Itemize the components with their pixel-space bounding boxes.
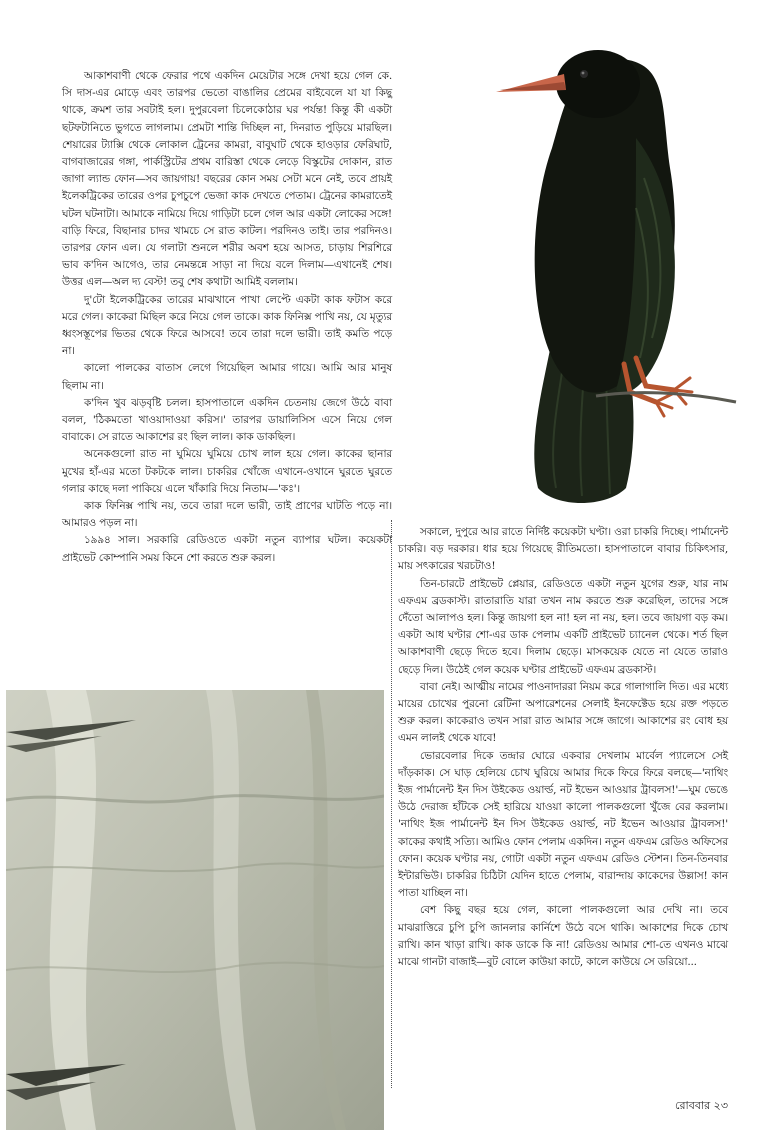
page-footer: রোববার ২৩ (675, 1099, 728, 1112)
paragraph: আকাশবাণী থেকে ফেরার পথে একদিন মেয়েটার সঙ্গে দেখা হয়ে গেল কে. সি দাস-এর মোড়ে এবং তারপর ভেতো বাঙালির প্রেমের বাইবেলে যা যা কিছু থাকে, ক্রমশ তার সবটাই হল। দুপুরবেলা চিলেকোঠার ঘর পর্যন্ত! কিন্তু কী একটা ছটফটানিতে ভুগতে লাগলাম। প্রেমটা শান্তি দিচ্ছিল না, দিনরাত পুড়িয়ে মারছিল। শেয়ারের ট্যাক্সি থেকে লোকাল ট্রেনের কামরা, বাবুঘাট থেকে হাওড়ার ফেরিঘাট, বাগবাজারের গঙ্গা, পার্কস্ট্রিটের প্রথম বারিস্তা থেকে লেড়ে বিস্কুটের দোকান, রাত জাগা ল্যান্ড ফোন—সব জায়গায়! বছরের কোন সময় সেটা মনে নেই, তবে প্রায়ই ইলেকট্রিকের তারের ওপর চুপচুপে ভেজা কাক দেখতে পেতাম। ট্রেনের কামরাতেই ঘটল ঘটনাটা। আমাকে নামিয়ে দিয়ে গাড়িটা চলে গেল আর একটা লোকের সঙ্গে! বাড়ি ফিরে, বিছানার চাদর খামচে সে রাত কাটল। পরদিনও তাই। তার পরদিনও। তারপর ফোন এল। যে গলাটা শুনলে শরীর অবশ হয়ে আসত, চাড়ায় শিরশিরে ভাব ক'দিন আগেও, তার নেমন্তন্নে সাড়া না দিয়ে বলে দিলাম—এখানেই শেষ। উত্তর এল—অল দ্য বেস্ট! তবু শেষ কথাটা আমিই বললাম। (62, 70, 392, 289)
article-column-right (398, 524, 728, 971)
paragraph: বেশ কিছু বছর হয়ে গেল, কালো পালকগুলো আর দেখি না। তবে মাঝরাত্তিরে চুপি চুপি জানলার কার্নিশে উঠে বসে থাকি। আকাশের দিকে চোখ রাখি। কান খাড়া রাখি। কাক ডাকে কি না! রেডিওয় আমার শো-তে এখনও মাঝে মাঝে গানটা বাজাই—বুট বোলে কাউয়া কাটে, কালে কাউয়ে সে ডরিয়ো... (398, 904, 728, 969)
crow-illustration (486, 18, 748, 512)
paragraph: সকালে, দুপুরে আর রাতে নির্দিষ্ট কয়েকটা ঘণ্টা। ওরা চাকরি দিচ্ছে। পার্মানেন্ট চাকরি। বড় দরকার। ধার হয়ে গিয়েছে রীতিমতো। হাসপাতালে বাবার চিকিৎসার, মায় সৎকারের খরচটাও! (398, 526, 728, 573)
column-divider (391, 520, 392, 1088)
water-reflection-photo (6, 690, 384, 1130)
paragraph: কালো পালকের বাতাস লেগে গিয়েছিল আমার গায়ে। আমি আর মানুষ ছিলাম না। (62, 362, 392, 392)
paragraph: তিন-চারটে প্রাইভেট প্লেয়ার, রেডিওতে একটা নতুন যুগের শুরু, যার নাম এফএম ব্রডকাস্ট। রাতারাতি যারা তখন নাম করতে শুরু করেছিল, তাদের সঙ্গে দেঁতো আলাপও হল। কিন্তু জায়গা হল না! হল না নয়, হল। তবে জায়গা বড় কম। একটা আধ ঘণ্টার শো-এর ডাক পেলাম একটি প্রাইভেট চ্যানেল থেকে। শর্ত ছিল আকাশবাণী ছেড়ে দিতে হবে। দিলাম ছেড়ে। মাসকয়েক যেতে না যেতে তারাও ছেড়ে দিল। উঠেই গেল কয়েক ঘণ্টার প্রাইভেট এফএম ব্রডকাস্ট। (398, 577, 728, 676)
article-column-left (62, 68, 392, 567)
paragraph: অনেকগুলো রাত না ঘুমিয়ে ঘুমিয়ে চোখ লাল হয়ে গেল। কাকের ছানার মুখের হাঁ-এর মতো টকটকে লাল। চাকরির খোঁজে এখানে-ওখানে ঘুরতে ঘুরতে গলার কাছে দলা পাকিয়ে এলে খাঁকারি দিয়ে নিতাম—'কঃ'। (62, 448, 392, 495)
paragraph: বাবা নেই। আত্মীয় নামের পাওনাদাররা নিয়ম করে গালাগালি দিত। এর মধ্যে মায়ের চোখের পুরনো রেটিনা অপারেশনের সেলাই ইনফেক্টেড হয়ে রক্ত পড়তে শুরু করল। কাকেরাও তখন সারা রাত আমার সঙ্গে জাগে। আকাশের রং বোধ হয় এমন লালই থেকে যাবে! (398, 680, 728, 745)
paragraph: ১৯৯৪ সাল। সরকারি রেডিওতে একটা নতুন ব্যাপার ঘটল। কয়েকটা প্রাইভেট কোম্পানি সময় কিনে শো করতে শুরু করল। (62, 534, 392, 564)
paragraph: ক'দিন খুব ঝড়বৃষ্টি চলল। হাসপাতালে একদিন চেতনায় জেগে উঠে বাবা বলল, 'ঠিকমতো খাওয়াদাওয়া করিস।' তারপর ডায়ালিসিস এসে নিয়ে গেল বাবাকে। সে রাতে আকাশের রং ছিল লাল। কাক ডাকছিল। (62, 396, 392, 444)
paragraph: ভোরবেলার দিকে তন্দ্রার ঘোরে একবার দেখলাম মার্বেল প্যালেসে সেই দাঁড়কাক। সে ঘাড় হেলিয়ে চোখ ঘুরিয়ে আমার দিকে ফিরে ফিরে বলছে—'নাথিং ইজ পার্মানেন্ট ইন দিস উইকেড ওয়ার্ল্ড, নট ইভেন আওয়ার ট্রাবলস!'—ঘুম ভেঙে উঠে দেরাজ হাঁটকে সেই হারিয়ে যাওয়া কালো পালকগুলো খুঁজে বের করলাম। 'নাথিং ইজ পার্মানেন্ট ইন দিস উইকেড ওয়ার্ল্ড, নট ইভেন আওয়ার ট্রাবলস!' কাকের কথাই সত্যি। আমিও ফোন পেলাম একদিন। নতুন এফএম রেডিও অফিসের ফোন। কয়েক ঘণ্টার নয়, গোটা একটা নতুন এফএম রেডিও স্টেশন। তিন-তিনবার ইন্টারভিউ। চাকরির চিঠিটা যেদিন হাতে পেলাম, বারান্দায় কাকেদের উল্লাস! কান পাতা যাচ্ছিল না। (398, 749, 728, 900)
paragraph: দু'টো ইলেকট্রিকের তারের মাঝখানে পাখা লেপ্টে একটা কাক ফটাস করে মরে গেল। কাকেরা মিছিল করে নিয়ে গেল তাকে। কাক ফিনিক্স পাখি নয়, যে মৃত্যুর ধ্বংসস্তূপের ভিতর থেকে ফিরে আসবে! তবে তারা দলে ভারী। তাই কমতি পড়ে না। (62, 293, 392, 358)
paragraph: কাক ফিনিক্স পাখি নয়, তবে তারা দলে ভারী, তাই প্রাণের ঘাটতি পড়ে না। আমারও পড়ল না। (62, 500, 392, 530)
